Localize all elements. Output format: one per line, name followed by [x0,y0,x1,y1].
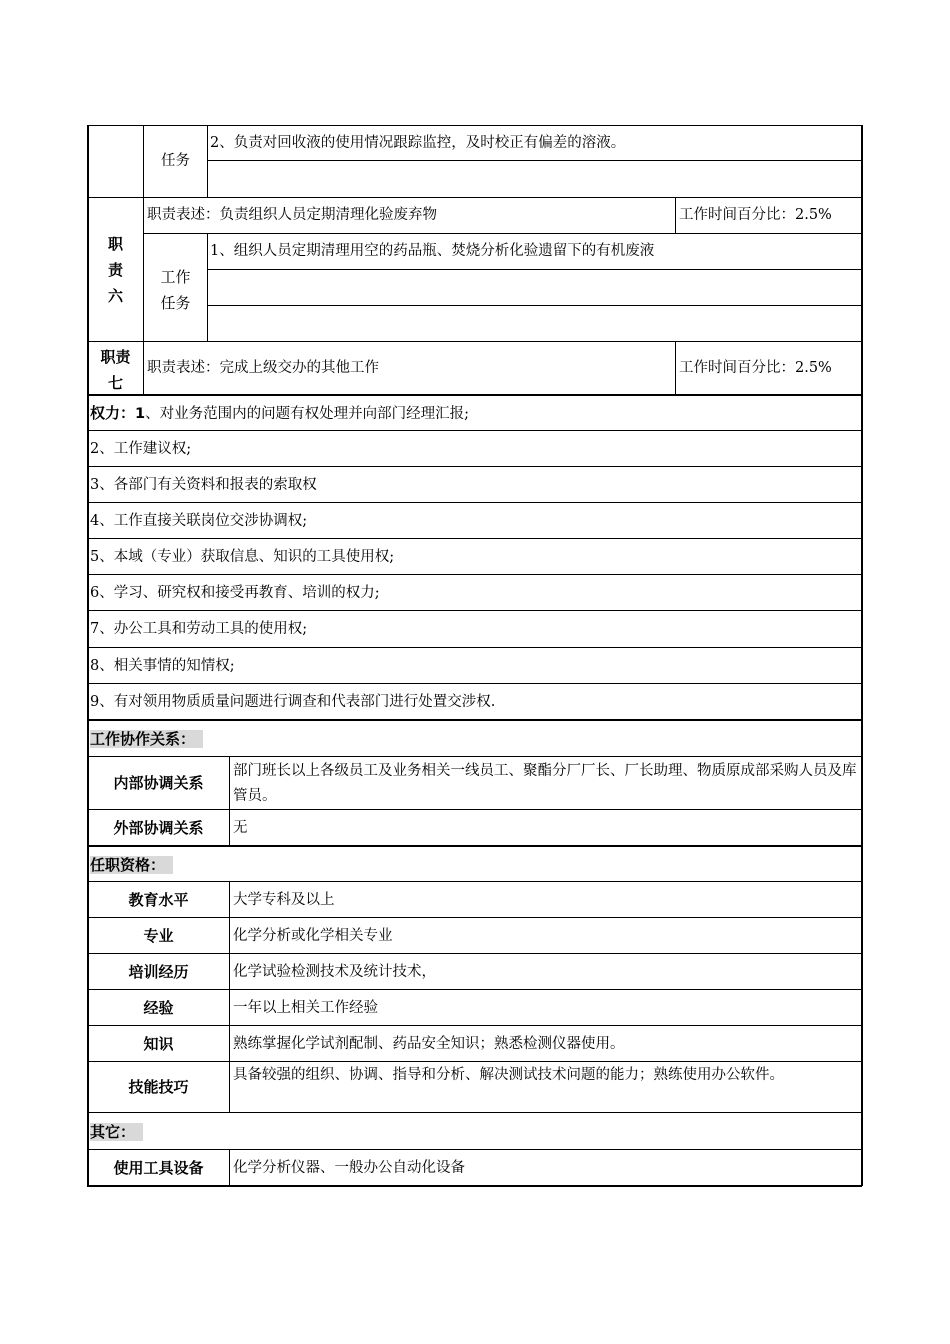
row-divider [207,305,862,306]
major-label: 专业 [143,927,174,945]
row-divider [87,1149,862,1150]
column-divider [675,197,676,233]
authority-first-number: 1 [135,406,146,422]
education-label: 教育水平 [128,891,189,909]
row-divider [87,430,862,431]
authority-first-line [90,402,469,425]
duty6-description: 职责表述：负责组织人员定期清理化验废弃物 [147,207,437,223]
row-divider [87,538,862,539]
experience-value: 一年以上相关工作经验 [233,1000,378,1016]
row-divider [87,502,862,503]
table-right-border [861,125,863,1186]
authority-item-4: 4、工作直接关联岗位交涉协调权; [90,513,308,529]
training-label: 培训经历 [128,963,189,981]
other-heading: 其它： [90,1121,143,1143]
knowledge-value: 熟练掌握化学试剂配制、药品安全知识；熟悉检测仪器使用。 [233,1036,625,1052]
table-bottom-border [87,1185,862,1187]
duty7-time-percent: 工作时间百分比：2.5% [679,360,832,376]
external-coordination-label: 外部协调关系 [113,819,204,837]
row-divider [87,881,862,882]
duty6-task-1: 1、组织人员定期清理用空的药品瓶、焚烧分析化验遗留下的有机废液 [210,243,655,259]
duty5-task-label: 任务 [161,153,190,169]
row-divider [87,809,862,810]
duty6-task-label: 工作 任务 [160,268,191,312]
authority-item-2: 2、工作建议权; [90,441,192,457]
duty7-label: 职责 七 [100,348,131,392]
authority-item-6: 6、学习、研究权和接受再教育、培训的权力; [90,585,380,601]
row-divider [87,574,862,575]
authority-first-text: 、对业务范围内的问题有权处理并向部门经理汇报; [145,406,469,422]
training-value: 化学试验检测技术及统计技术， [233,964,436,980]
column-divider [229,1149,230,1186]
row-divider [87,1061,862,1062]
qualifications-heading: 任职资格： [90,854,173,876]
row-divider [87,1112,862,1113]
duty7-description: 职责表述：完成上级交办的其他工作 [147,360,379,376]
major-value: 化学分析或化学相关专业 [233,928,393,944]
cooperation-heading: 工作协作关系： [90,728,203,750]
authority-item-8: 8、相关事情的知情权; [90,658,235,674]
row-divider [143,233,862,234]
row-divider [87,953,862,954]
row-divider [87,756,862,757]
row-divider [87,197,862,198]
row-divider [87,917,862,918]
row-divider [87,683,862,684]
skills-value: 具备较强的组织、协调、指导和分析、解决测试技术问题的能力；熟练使用办公软件。 [233,1067,784,1083]
authority-heading: 权力： [90,404,136,422]
tools-label: 使用工具设备 [113,1159,204,1177]
row-divider [207,269,862,270]
experience-label: 经验 [143,999,174,1017]
tools-value: 化学分析仪器、一般办公自动化设备 [233,1160,465,1176]
duty6-label: 职 责 六 [107,235,123,305]
skills-label: 技能技巧 [128,1078,189,1096]
duty6-time-percent: 工作时间百分比：2.5% [679,207,832,223]
authority-item-9: 9、有对领用物质质量问题进行调查和代表部门进行处置交涉权. [90,694,496,710]
row-divider [87,845,862,847]
column-divider [207,125,208,197]
internal-coordination-value: 部门班长以上各级员工及业务相关一线员工、聚酯分厂厂长、厂长助理、物质原成部采购人员及库管员。 [233,763,857,804]
column-divider [675,341,676,395]
row-divider [87,394,862,396]
row-divider [87,1025,862,1026]
row-divider [87,989,862,990]
column-divider [229,756,230,845]
internal-coordination-label: 内部协调关系 [113,774,204,792]
education-value: 大学专科及以上 [233,892,335,908]
row-divider [87,466,862,467]
column-divider [207,233,208,341]
row-divider [87,647,862,648]
column-divider [229,881,230,1112]
duty5-task-1: 2、负责对回收液的使用情况跟踪监控，及时校正有偏差的溶液。 [210,135,626,151]
external-coordination-value: 无 [233,820,248,836]
row-divider [87,719,862,721]
row-divider [207,160,862,161]
row-divider [87,610,862,611]
row-divider [87,341,862,342]
knowledge-label: 知识 [143,1035,174,1053]
authority-item-5: 5、本域（专业）获取信息、知识的工具使用权; [90,549,395,565]
authority-item-3: 3、各部门有关资料和报表的索取权 [90,477,317,493]
authority-item-7: 7、办公工具和劳动工具的使用权; [90,621,308,637]
row-divider [87,125,862,126]
